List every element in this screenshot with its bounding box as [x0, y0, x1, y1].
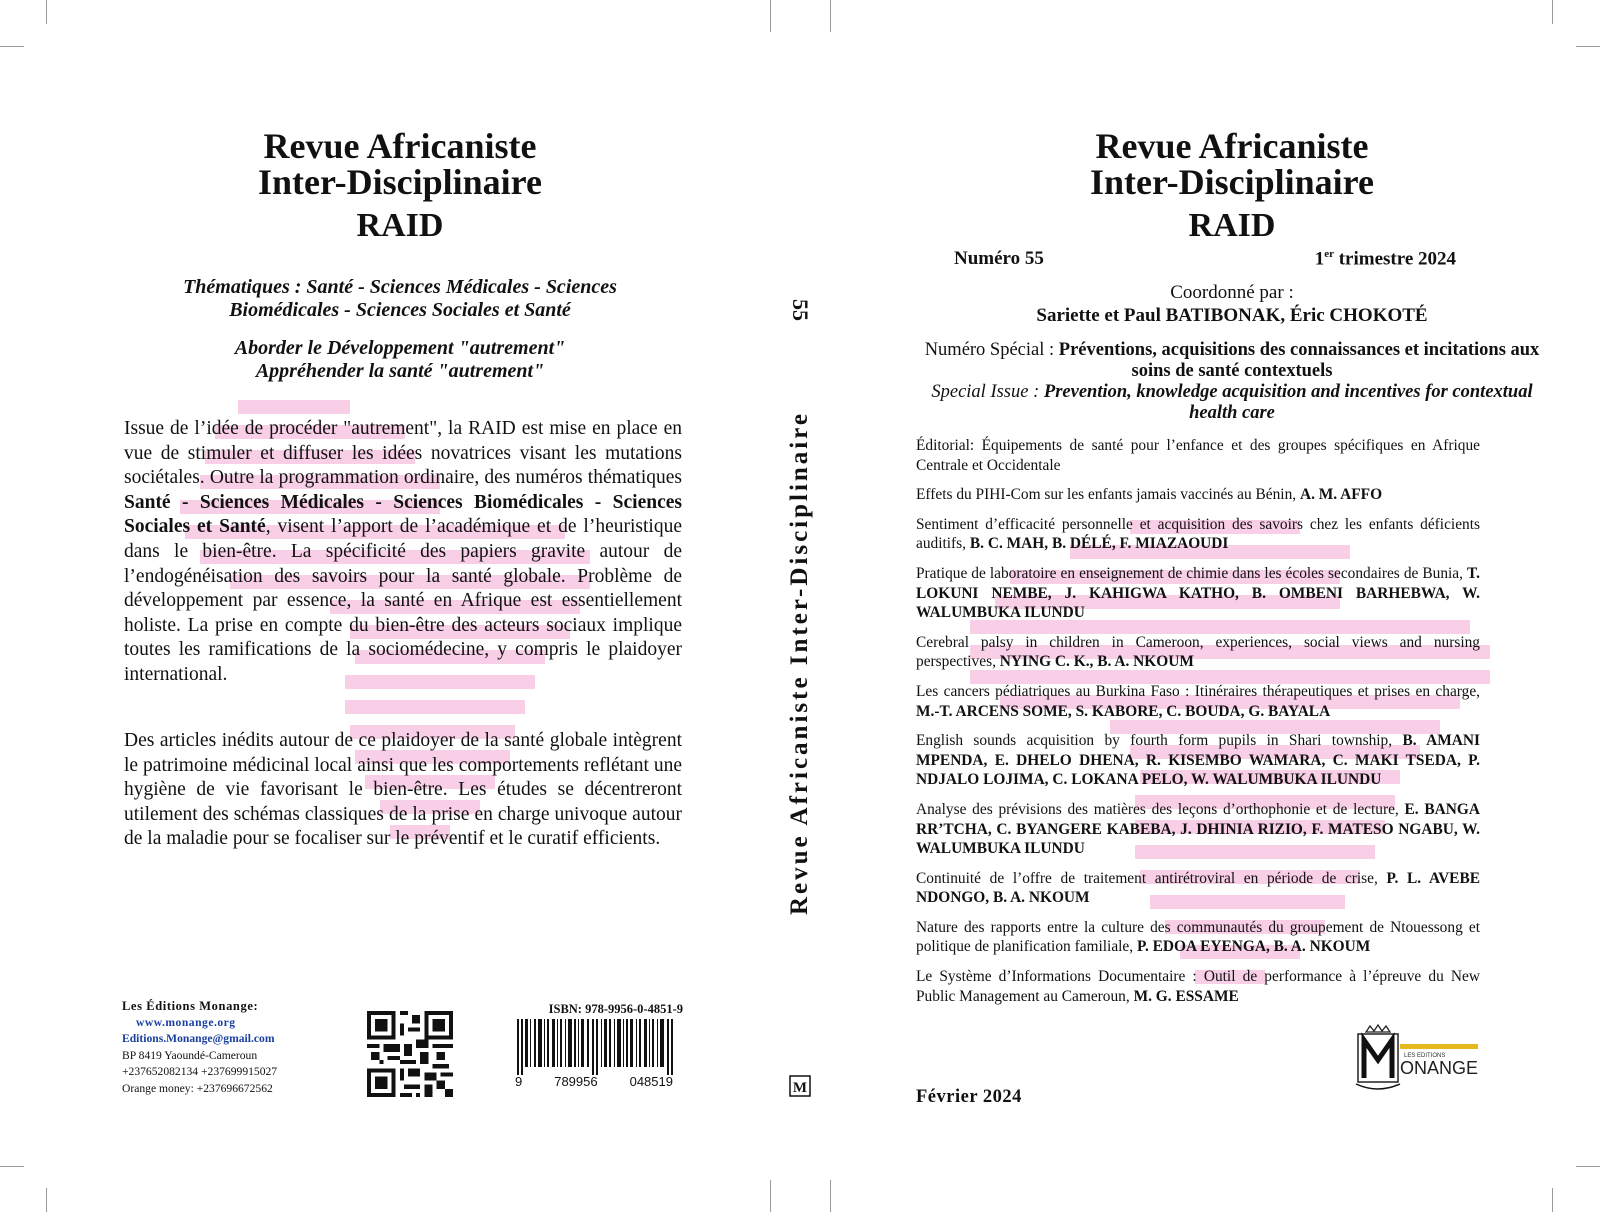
back-paragraph-1 [124, 417, 682, 688]
qr-code-icon [367, 1011, 453, 1097]
toc-entry-title: Pratique de laboratoire en enseignement de chimie dans les écoles secondaires de Bunia, [916, 564, 1468, 582]
para1-start: Issue de l’idée de procéder "autrement", la RAID est mise en place en vue de stimuler et diffuser les idées novatrices visant les mutations sociétales. Outre la programmation ordinaire, des numéros thématiques [124, 418, 682, 489]
toc-entry [916, 436, 1480, 475]
toc-entry [916, 731, 1480, 790]
themes [110, 276, 690, 322]
front-title-line3: RAID [1188, 207, 1276, 244]
table-of-contents [916, 436, 1480, 1016]
back-title-line2: Inter-Disciplinaire [258, 162, 542, 202]
para1-bold: Santé - Sciences Médicales - Sciences Biomédicales - Sciences Sociales et Santé [124, 491, 682, 538]
publisher-website[interactable]: www.monange.org [136, 1015, 236, 1029]
toc-entry-authors: M.-T. ARCENS SOME, S. KABORE, C. BOUDA, G. BAYALA [916, 702, 1331, 720]
slogan-1: Aborder le Développement "autrement" [234, 337, 566, 359]
publisher-address: BP 8419 Yaoundé-Cameroun [122, 1048, 258, 1062]
toc-entry-title: Le Système d’Informations Documentaire : Outil de performance à l’épreuve du New Public Management au Cameroun, [916, 968, 1480, 1005]
toc-entry-authors: P. L. AVEBE NDONGO, B. A. NKOUM [916, 869, 1480, 907]
toc-entry [916, 515, 1480, 554]
slogans [110, 337, 690, 383]
front-cover [830, 0, 1600, 1212]
toc-entry [916, 918, 1480, 957]
spine-logo-letter: M [792, 1080, 808, 1096]
special-label-en: Special Issue : [931, 382, 1044, 402]
ean-digits [511, 1074, 683, 1089]
trimester-sup: er [1324, 248, 1334, 260]
spine-logo-icon [789, 1073, 811, 1099]
publisher-name: Les Éditions Monange: [122, 999, 259, 1013]
toc-entry [916, 485, 1480, 505]
back-cover [0, 0, 770, 1212]
toc-entry-title: English sounds acquisition by fourth form pupils in Shari township, [916, 732, 1403, 750]
toc-entry [916, 682, 1480, 721]
publisher-orange-money: Orange money: +237696672562 [122, 1081, 273, 1095]
special-label-fr: Numéro Spécial : [924, 340, 1059, 360]
toc-entry-authors: M. G. ESSAME [1133, 987, 1239, 1005]
publisher-email[interactable]: Editions.Monange@gmail.com [122, 1032, 275, 1045]
special-title-en: Prevention, knowledge acquisition and incentives for contextual health care [1043, 382, 1533, 423]
toc-entry-title: Cerebral palsy in children in Cameroon, experiences, social views and nursing perspectives, [916, 633, 1480, 671]
ean-first: 9 [515, 1074, 523, 1089]
crop-mark [770, 0, 771, 32]
toc-entry-authors: NYING C. K., B. A. NKOUM [999, 653, 1194, 671]
toc-entry [916, 869, 1480, 908]
coordinated-label: Coordonné par : [1170, 282, 1294, 303]
special-issue [920, 340, 1544, 424]
toc-entry-title: Sentiment d’efficacité personnelle et acquisition des savoirs chez les enfants déficients auditifs, [916, 515, 1480, 553]
trimester-num: 1 [1314, 248, 1325, 270]
toc-entry-authors: B. AMANI MPENDA, E. DHELO DHENA, R. KISEMBO WAMARA, C. MAKI TSEDA, P. NDJALO LOJIMA, C. LOKANA PELO, W. WALUMBUKA ILUNDU [916, 732, 1480, 789]
issue-number: Numéro 55 [954, 248, 1044, 269]
coordinators: Sariette et Paul BATIBONAK, Éric CHOKOTÉ [1036, 305, 1428, 326]
publisher-info [122, 998, 322, 1097]
toc-entry-authors: P. EDOA EYENGA, B. A. NKOUM [1136, 938, 1371, 956]
publication-date: Février 2024 [916, 1087, 1022, 1107]
toc-entry-title: Effets du PIHI-Com sur les enfants jamais vaccinés au Bénin, [916, 486, 1300, 504]
toc-entry-title: Nature des rapports entre la culture des communautés du groupement de Ntouessong et politique de planification familiale, [916, 918, 1480, 956]
toc-entry-title: Continuité de l’offre de traitement antirétroviral en période de crise, [916, 869, 1387, 887]
trimester-text: trimestre 2024 [1333, 248, 1456, 270]
logo-small-text: LES EDITIONS [1404, 1053, 1446, 1059]
front-title-line2: Inter-Disciplinaire [1090, 162, 1374, 202]
special-en [920, 382, 1544, 424]
spine-number [772, 290, 828, 330]
toc-entry [916, 633, 1480, 672]
back-title-line3: RAID [356, 207, 444, 244]
spine-title-text: Revue Africaniste Inter-Disciplinaire [786, 411, 813, 915]
spine [772, 0, 828, 1212]
spine-title [772, 378, 828, 948]
toc-entry-authors: T. LOKUNI NEMBE, J. KAHIGWA KATHO, B. OMBENI BARHEBWA, W. WALUMBUKA ILUNDU [916, 564, 1480, 622]
themes-line2: Biomédicales - Sciences Sociales et Santé [229, 299, 571, 321]
crop-mark [770, 1180, 771, 1212]
toc-entry [916, 967, 1480, 1006]
issue-trimester [1315, 248, 1456, 270]
toc-entry-authors: A. M. AFFO [1299, 486, 1383, 504]
coordination [930, 281, 1534, 327]
barcode-icon [511, 1019, 683, 1075]
back-title-line1: Revue Africaniste [263, 126, 537, 166]
toc-entry [916, 800, 1480, 859]
spine-number-text: 55 [788, 299, 813, 321]
monange-logo-icon [1354, 1024, 1484, 1094]
isbn-block [511, 1002, 683, 1089]
logo-big-text: ONANGE [1400, 1058, 1479, 1078]
toc-entry-authors: E. BANGA RR’TCHA, C. BYANGERE KABEBA, J. DHINIA RIZIO, F. MATESO NGABU, W. WALUMBUKA ILUNDU [916, 800, 1480, 858]
back-title [110, 128, 690, 244]
special-fr [920, 340, 1544, 382]
themes-line1: Thématiques : Santé - Sciences Médicales - Sciences [183, 276, 617, 298]
toc-entry-title: Analyse des prévisions des matières des leçons d’orthophonie et de lecture, [916, 800, 1405, 818]
toc-entry-authors: B. C. MAH, B. DÉLÉ, F. MIAZAOUDI [969, 535, 1229, 553]
front-title [930, 128, 1534, 244]
toc-entry-title: Éditorial: Équipements de santé pour l’enfance et des groupes spécifiques en Afrique Centrale et Occidentale [916, 437, 1480, 474]
ean-mid: 789956 [554, 1074, 598, 1089]
slogan-2: Appréhender la santé "autrement" [255, 360, 545, 382]
special-title-fr: Préventions, acquisitions des connaissances et incitations aux soins de santé contextuels [1058, 340, 1540, 381]
isbn-text: ISBN: 978-9956-0-4851-9 [548, 1002, 683, 1016]
para1-end: , visent l’apport de l’académique et de l’heuristique dans le bien-être. La spécificité des papiers gravite autour de l’endogénéisation des savoirs pour la santé globale. Problème de développement par essence, la santé en Afrique est essentiellement holiste. La prise en compte du bien-être des acteurs sociaux implique toutes les ramifications de la sociomédecine, y compris le plaidoyer international. [124, 516, 682, 685]
front-title-line1: Revue Africaniste [1095, 126, 1369, 166]
toc-entry-title: Les cancers pédiatriques au Burkina Faso : Itinéraires thérapeutiques et prises en charge, [916, 682, 1480, 700]
ean-last: 048519 [629, 1074, 673, 1089]
back-paragraph-2: Des articles inédits autour de ce plaidoyer de la santé globale intègrent le patrimoine médicinal local ainsi que les comportements reflétant une hygiène de vie favorisant le bien-être. Les études se décentreront utilement des schémas classiques de la prise en charge univoque autour de la maladie pour se focaliser sur le préventif et le curatif efficients. [124, 730, 682, 850]
toc-entry [916, 564, 1480, 623]
publisher-phones: +237652082134 +237699915027 [122, 1065, 278, 1078]
